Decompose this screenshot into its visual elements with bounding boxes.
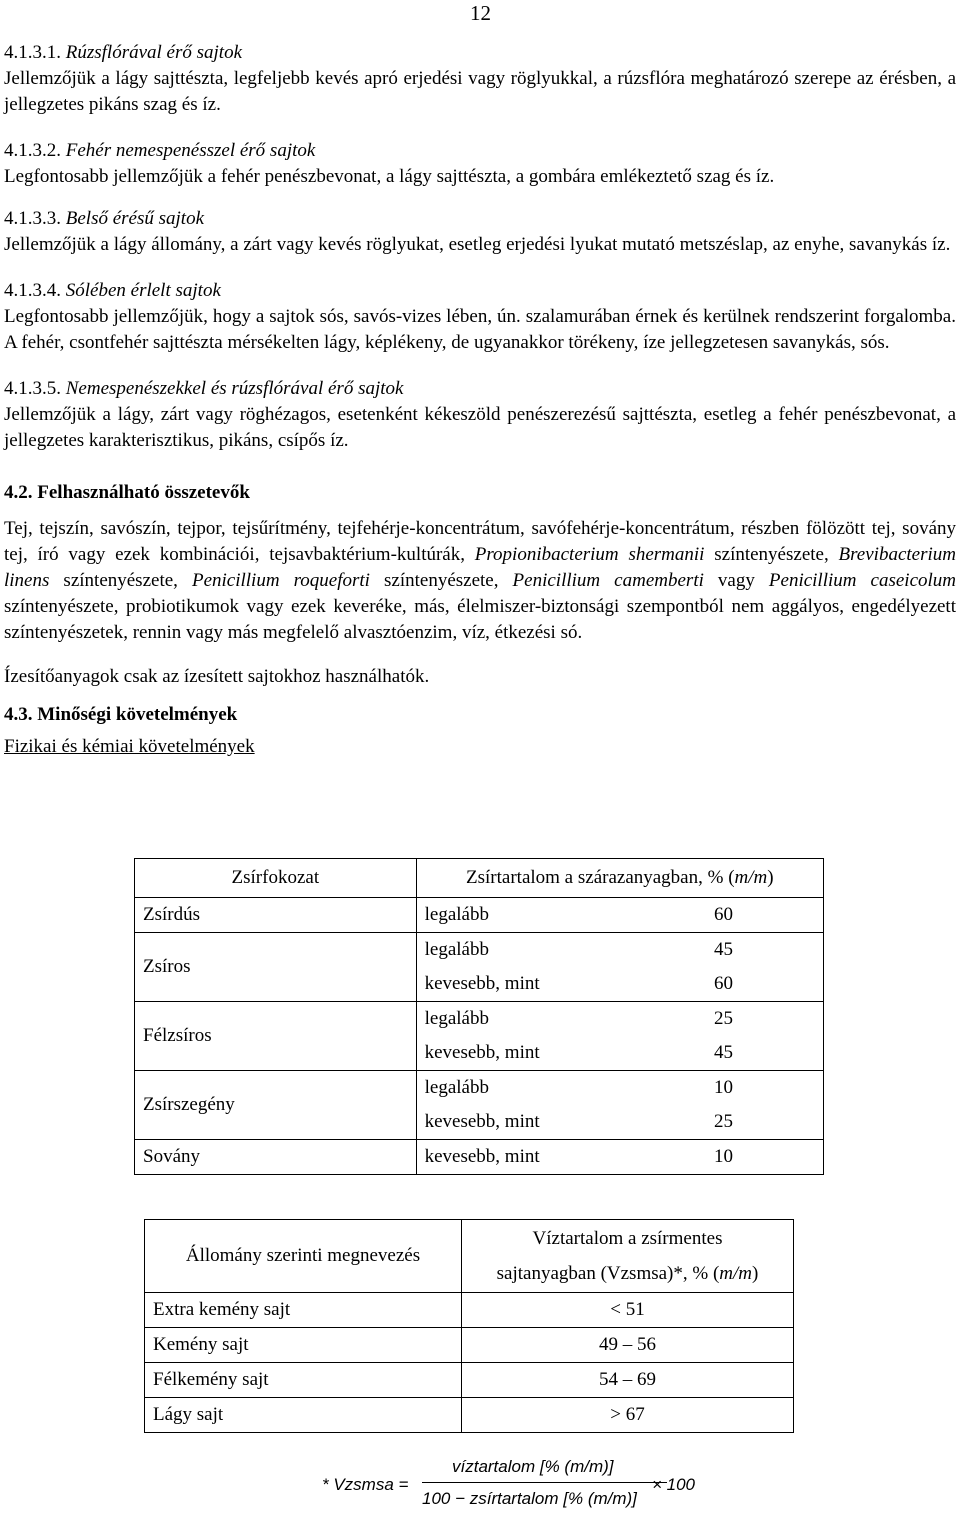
limit-value-cell: 25 [595, 1002, 824, 1037]
grade-cell: Sovány [135, 1140, 417, 1175]
section-text: Legfontosabb jellemzőjük a fehér penészbevonat, a lágy sajttészta, a gombára emlékeztető szag és íz. [4, 166, 775, 187]
header-cell: Zsírfokozat [135, 859, 417, 898]
table-header-row [135, 859, 824, 898]
section-title: Belső érésű sajtok [65, 208, 205, 229]
limit-value-cell: 60 [595, 967, 824, 1002]
table-header-row [145, 1220, 794, 1293]
table-row [135, 933, 824, 968]
header-cell: Állomány szerinti megnevezés [145, 1220, 462, 1293]
section-text: Jellemzőjük a lágy állomány, a zárt vagy kevés röglyukat, esetleg erjedési lyukat mutató metszéslap, az enyhe, savanykás íz. [4, 234, 951, 255]
table-row [135, 1140, 824, 1175]
water-content-cell: < 51 [462, 1293, 794, 1328]
texture-table [144, 1219, 794, 1433]
limit-value-cell: 10 [595, 1140, 824, 1175]
table-row [145, 1398, 794, 1433]
texture-name-cell: Félkemény sajt [145, 1363, 462, 1398]
grade-cell: Zsíros [135, 933, 417, 1002]
section-title: Sólében érlelt sajtok [65, 280, 221, 301]
limit-value-cell: 45 [595, 1036, 824, 1071]
section-number: 4.1.3.3. [4, 208, 61, 229]
section-4-1-3-5 [4, 376, 956, 454]
flavouring-note: Ízesítőanyagok csak az ízesített sajtokhoz használhatók. [4, 666, 430, 687]
section-heading [4, 278, 956, 304]
limit-label-cell: kevesebb, mint [416, 967, 595, 1002]
water-content-cell: > 67 [462, 1398, 794, 1433]
formula-lhs: * Vzsmsa = [322, 1475, 409, 1494]
formula-rhs: × 100 [652, 1475, 696, 1494]
limit-value-cell: 10 [595, 1071, 824, 1106]
limit-label-cell: legalább [416, 1071, 595, 1106]
section-4-1-3-1 [4, 40, 956, 118]
quality-heading: 4.3. Minőségi követelmények [4, 704, 238, 725]
limit-label-cell: legalább [416, 898, 595, 933]
section-title: Rúzsflórával érő sajtok [65, 42, 243, 63]
fraction-bar [422, 1482, 667, 1483]
grade-cell: Zsírszegény [135, 1071, 417, 1140]
section-number: 4.1.3.4. [4, 280, 61, 301]
section-title: Fehér nemespenésszel érő sajtok [65, 140, 316, 161]
section-heading [4, 206, 956, 232]
section-title: Nemespenészekkel és rúzsflórával érő sajtok [65, 378, 404, 399]
grade-cell: Zsírdús [135, 898, 417, 933]
section-heading [4, 138, 956, 164]
limit-label-cell: kevesebb, mint [416, 1140, 595, 1175]
limit-label-cell: kevesebb, mint [416, 1105, 595, 1140]
quality-subheading: Fizikai és kémiai követelmények [4, 736, 255, 757]
section-heading [4, 40, 956, 66]
table-row [135, 1002, 824, 1037]
page-number: 12 [470, 1, 491, 25]
section-text: Legfontosabb jellemzőjük, hogy a sajtok sós, savós-vizes lében, ún. szalamurában érnek és kerülnek rendszerint forgalomba. A fehér, csontfehér sajttészta mérsékelten lágy, képlékeny, de ugyanakkor törékeny, íze jellegzetesen savanykás, sós. [4, 306, 956, 353]
section-4-1-3-2 [4, 138, 956, 190]
limit-value-cell: 25 [595, 1105, 824, 1140]
limit-label-cell: legalább [416, 933, 595, 968]
section-text: Jellemzőjük a lágy, zárt vagy röghézagos, esetenként kékeszöld penészerezésű sajttészta, esetleg a fehér penészbevonat, a jellegzetes karakterisztikus, pikáns, csípős íz. [4, 404, 956, 451]
ingredients-heading: 4.2. Felhasználható összetevők [4, 482, 250, 503]
section-number: 4.1.3.1. [4, 42, 61, 63]
formula-numerator: víztartalom [% (m/m)] [452, 1457, 614, 1476]
water-content-cell: 54 – 69 [462, 1363, 794, 1398]
fat-content-table [134, 858, 824, 1175]
table-row [145, 1293, 794, 1328]
section-text: Jellemzőjük a lágy sajttészta, legfeljebb kevés apró erjedési vagy röglyukkal, a rúzsflóra meghatározó szerepe az érésben, a jellegzetes pikáns szag és íz. [4, 68, 956, 115]
texture-name-cell: Kemény sajt [145, 1328, 462, 1363]
document-body [4, 40, 956, 760]
formula-denominator: 100 − zsírtartalom [% (m/m)] [422, 1489, 637, 1508]
texture-name-cell: Extra kemény sajt [145, 1293, 462, 1328]
table-row [135, 1071, 824, 1106]
water-content-cell: 49 – 56 [462, 1328, 794, 1363]
section-number: 4.1.3.2. [4, 140, 61, 161]
header-cell: Víztartalom a zsírmentes sajtanyagban (Vzsmsa)*, % (m/m) [462, 1220, 794, 1293]
limit-value-cell: 45 [595, 933, 824, 968]
grade-cell: Félzsíros [135, 1002, 417, 1071]
limit-label-cell: legalább [416, 1002, 595, 1037]
section-4-1-3-4 [4, 278, 956, 356]
table-row [145, 1363, 794, 1398]
ingredients-paragraph: Tej, tejszín, savószín, tejpor, tejsűrítmény, tejfehérje-koncentrátum, savófehérje-koncentrátum, részben fölözött tej, sovány tej, író vagy ezek kombinációi, tejsavbaktérium-kultúrák, Propionibacterium shermanii színtenyészete, Brevibacterium linens színtenyészete, Penicillium roqueforti színtenyészete, Penicillium camemberti vagy Penicillium caseicolum színtenyészete, probiotikumok vagy ezek keveréke, más, élelmiszer-biztonsági szempontból nem aggályos, engedélyezett színtenyészetek, rennin vagy más megfelelő alvasztóenzim, víz, étkezési só. [4, 518, 957, 643]
table-row [135, 898, 824, 933]
limit-value-cell: 60 [595, 898, 824, 933]
section-heading [4, 376, 956, 402]
header-cell: Zsírtartalom a szárazanyagban, % (m/m) [416, 859, 823, 898]
section-4-1-3-3 [4, 206, 956, 258]
texture-name-cell: Lágy sajt [145, 1398, 462, 1433]
section-number: 4.1.3.5. [4, 378, 61, 399]
limit-label-cell: kevesebb, mint [416, 1036, 595, 1071]
table-row [145, 1328, 794, 1363]
